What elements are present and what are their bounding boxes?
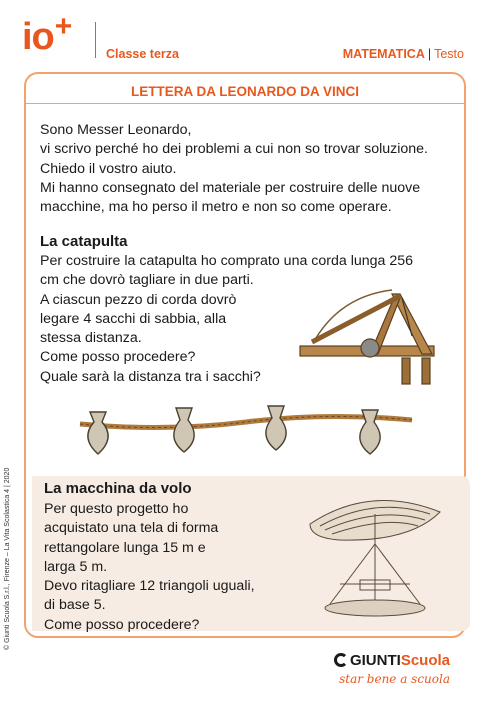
sand-sack-icon (88, 412, 108, 454)
volo-line: Devo ritagliare 12 triangoli uguali, (44, 578, 255, 595)
brand-accent: Scuola (400, 652, 450, 669)
volo-line: rettangolare lunga 15 m e (44, 539, 206, 556)
volo-line: di base 5. (44, 597, 106, 614)
volo-heading: La macchina da volo (44, 480, 192, 497)
subject-type: Testo (434, 47, 464, 61)
giunti-scuola-logo (334, 652, 450, 669)
catapulta-line: legare 4 sacchi di sabbia, alla (40, 310, 227, 327)
brand-main: GIUNTI (349, 652, 401, 669)
logo-plus: + (54, 10, 72, 43)
header-divider (95, 22, 96, 58)
class-label: Classe terza (106, 47, 179, 61)
intro-line: macchine, ma ho perso il metro e non so come operare. (40, 199, 392, 216)
volo-paragraph (44, 500, 255, 635)
catapulta-line: A ciascun pezzo di corda dovrò (40, 291, 237, 308)
flying-machine-illustration (300, 484, 450, 624)
volo-line: acquistato una tela di forma (44, 520, 219, 537)
title-divider (24, 103, 466, 104)
catapult-illustration (282, 276, 442, 392)
rope-sacks-illustration (76, 398, 416, 462)
side-credit: © Giunti Scuola S.r.l., Firenze – La Vita Scolastica 4 | 2020 (4, 467, 11, 650)
intro-line: vi scrivo perché ho dei problemi a cui non so trovar soluzione. (40, 141, 428, 158)
document-title: LETTERA DA LEONARDO DA VINCI (131, 84, 359, 99)
volo-line: Come posso procedere? (44, 616, 200, 633)
brand-tagline: star bene a scuola (339, 672, 450, 686)
subject-label (343, 47, 464, 61)
io-plus-logo (22, 10, 72, 58)
volo-line: larga 5 m. (44, 558, 108, 575)
intro-line: Chiedo il vostro aiuto. (40, 160, 177, 177)
giunti-g-icon (334, 653, 348, 667)
logo-text: io (22, 16, 54, 58)
catapulta-line: stessa distanza. (40, 330, 142, 347)
volo-line: Per questo progetto ho (44, 501, 189, 517)
intro-paragraph (40, 121, 460, 217)
intro-line: Sono Messer Leonardo, (40, 122, 192, 138)
subject-name: MATEMATICA (342, 47, 425, 61)
catapulta-line: Per costruire la catapulta ho comprato una corda lunga 256 (40, 253, 414, 269)
catapulta-line: cm che dovrò tagliare in due parti. (40, 272, 254, 289)
catapulta-heading: La catapulta (40, 233, 128, 250)
catapulta-line: Quale sarà la distanza tra i sacchi? (40, 368, 261, 385)
subject-separator: | (427, 47, 432, 61)
catapulta-line: Come posso procedere? (40, 349, 196, 366)
intro-line: Mi hanno consegnato del materiale per costruire delle nuove (40, 179, 421, 196)
